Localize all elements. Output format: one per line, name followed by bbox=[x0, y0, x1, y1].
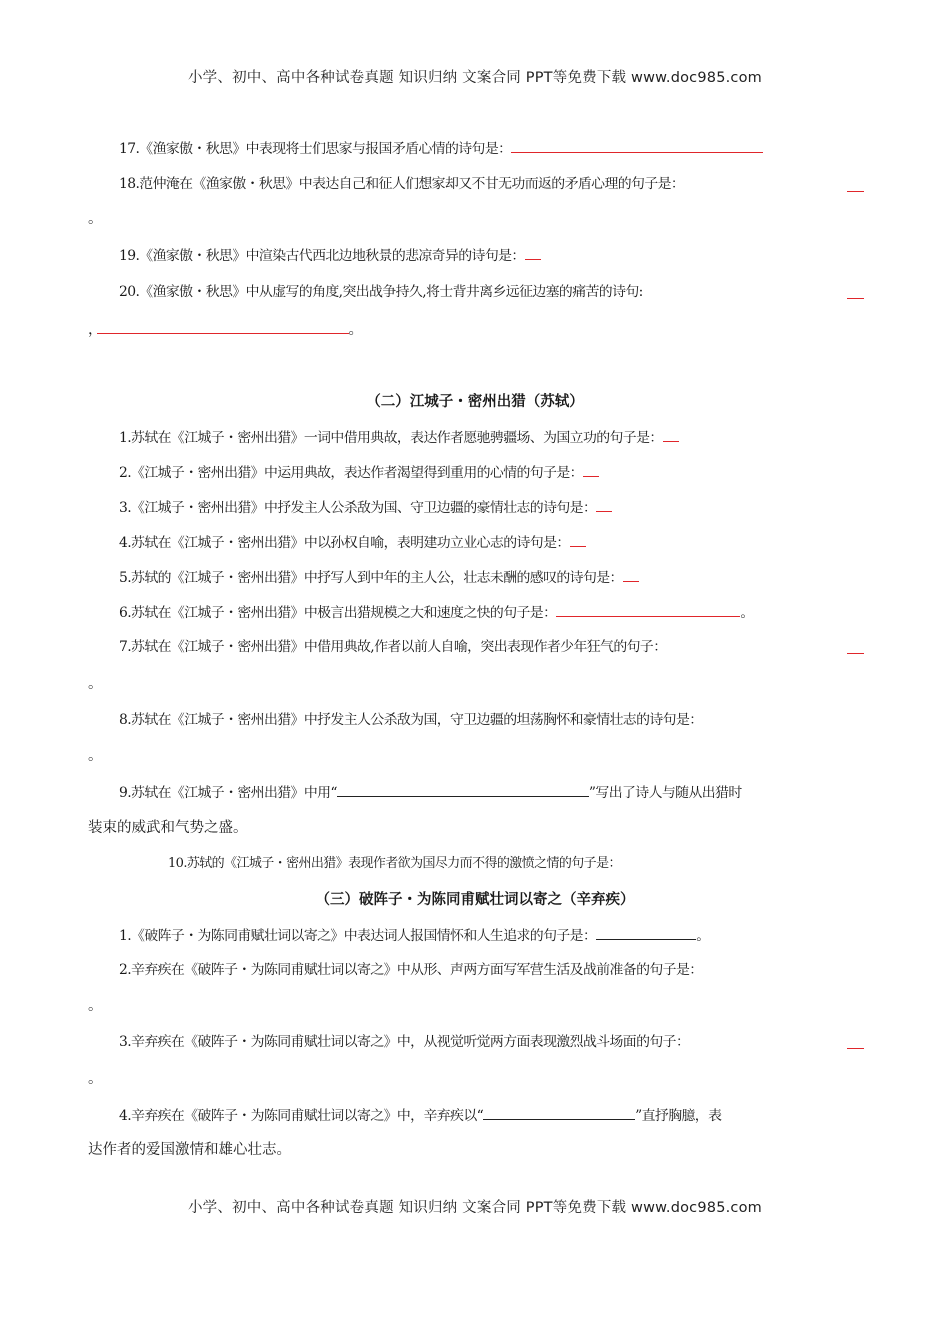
answer-blank[interactable] bbox=[847, 191, 864, 192]
question-text: 达作者的爱国激情和雄心壮志。 bbox=[88, 1142, 291, 1158]
answer-blank[interactable] bbox=[511, 138, 763, 153]
question-text: ”直抒胸臆，表 bbox=[635, 1108, 722, 1124]
question-text: 装束的威武和气势之盛。 bbox=[88, 820, 248, 836]
comma: ， bbox=[88, 322, 103, 338]
s2-question-3 bbox=[88, 497, 897, 518]
question-text: 7.苏轼在《江城子・密州出猎》中借用典故,作者以前人自喻，突出表现作者少年狂气的句子： bbox=[119, 639, 667, 655]
s3-question-1 bbox=[88, 925, 897, 946]
s3-question-3 bbox=[88, 1032, 897, 1052]
s3-question-2 bbox=[88, 960, 897, 980]
section-title: （二）江城子・密州出猎（苏轼） bbox=[366, 394, 584, 410]
answer-end bbox=[88, 996, 866, 1016]
s2-question-7 bbox=[88, 637, 897, 657]
answer-blank[interactable] bbox=[556, 602, 740, 617]
answer-end bbox=[88, 674, 866, 694]
answer-blank[interactable] bbox=[847, 298, 864, 299]
period: 。 bbox=[696, 928, 710, 944]
answer-blank[interactable] bbox=[623, 567, 639, 582]
answer-blank[interactable] bbox=[97, 319, 349, 334]
period: 。 bbox=[88, 676, 103, 692]
period: 。 bbox=[740, 605, 754, 621]
question-19 bbox=[88, 245, 897, 266]
question-text: 3.辛弃疾在《破阵子・为陈同甫赋壮词以寄之》中，从视觉听觉两方面表现激烈战斗场面的句子： bbox=[119, 1034, 690, 1050]
page-footer: 小学、初中、高中各种试卷真题 知识归纳 文案合同 PPT等免费下载 www.doc985.com bbox=[187, 1200, 763, 1216]
answer-blank[interactable] bbox=[483, 1105, 635, 1120]
s2-question-10 bbox=[168, 854, 946, 874]
s2-question-2 bbox=[88, 462, 897, 483]
answer-end bbox=[88, 1069, 866, 1089]
period: 。 bbox=[88, 1071, 103, 1087]
question-text: 4.苏轼在《江城子・密州出猎》中以孙权自喻，表明建功立业心志的诗句是： bbox=[119, 535, 570, 551]
question-text: 5.苏轼的《江城子・密州出猎》中抒写人到中年的主人公，壮志未酬的感叹的诗句是： bbox=[119, 570, 623, 586]
s2-question-5 bbox=[88, 567, 897, 588]
s2-question-1 bbox=[88, 427, 897, 448]
question-text: 8.苏轼在《江城子・密州出猎》中抒发主人公杀敌为国，守卫边疆的坦荡胸怀和豪情壮志的诗句是： bbox=[119, 712, 703, 728]
answer-blank[interactable] bbox=[583, 462, 599, 477]
page-header: 小学、初中、高中各种试卷真题 知识归纳 文案合同 PPT等免费下载 www.doc985.com bbox=[187, 70, 763, 86]
s2-question-6 bbox=[88, 602, 897, 623]
question-20 bbox=[88, 282, 897, 302]
question-text: 2.《江城子・密州出猎》中运用典故，表达作者渴望得到重用的心情的句子是： bbox=[119, 465, 583, 481]
answer-end bbox=[88, 209, 866, 229]
question-text: 19.《渔家傲・秋思》中渲染古代西北边地秋景的悲凉奇异的诗句是： bbox=[119, 248, 525, 264]
s3-question-4 bbox=[88, 1105, 897, 1126]
question-text: 9.苏轼在《江城子・密州出猎》中用“ bbox=[119, 785, 337, 801]
question-text: 3.《江城子・密州出猎》中抒发主人公杀敌为国、守卫边疆的豪情壮志的诗句是： bbox=[119, 500, 597, 516]
question-text: 18.范仲淹在《渔家傲・秋思》中表达自己和征人们想家却又不甘无功而返的矛盾心理的句子是： bbox=[119, 176, 685, 192]
s2-question-9-cont bbox=[88, 818, 866, 838]
answer-blank[interactable] bbox=[596, 925, 696, 940]
s2-question-8 bbox=[88, 710, 897, 730]
section-title: （三）破阵子・为陈同甫赋壮词以寄之（辛弃疾） bbox=[315, 892, 635, 908]
question-text: 1.《破阵子・为陈同甫赋壮词以寄之》中表达词人报国情怀和人生追求的句子是： bbox=[119, 928, 597, 944]
question-text: ”写出了诗人与随从出猎时 bbox=[588, 785, 742, 801]
question-text: 4.辛弃疾在《破阵子・为陈同甫赋壮词以寄之》中，辛弃疾以“ bbox=[119, 1108, 484, 1124]
s2-question-9 bbox=[88, 782, 897, 803]
answer-blank[interactable] bbox=[337, 782, 589, 797]
answer-blank[interactable] bbox=[570, 532, 586, 547]
question-text: 17.《渔家傲・秋思》中表现将士们思家与报国矛盾心情的诗句是： bbox=[119, 141, 512, 157]
answer-blank[interactable] bbox=[847, 1048, 864, 1049]
question-20-cont bbox=[88, 319, 866, 340]
answer-blank[interactable] bbox=[663, 427, 679, 442]
question-18 bbox=[88, 174, 897, 194]
question-text: 10.苏轼的《江城子・密州出猎》表现作者欲为国尽力而不得的激愤之情的句子是： bbox=[168, 856, 621, 871]
answer-end bbox=[88, 746, 866, 766]
period: 。 bbox=[88, 998, 103, 1014]
s2-question-4 bbox=[88, 532, 897, 553]
period: 。 bbox=[88, 748, 103, 764]
period: 。 bbox=[88, 211, 103, 227]
question-text: 1.苏轼在《江城子・密州出猎》一词中借用典故，表达作者愿驰骋疆场、为国立功的句子是： bbox=[119, 430, 663, 446]
question-text: 6.苏轼在《江城子・密州出猎》中极言出猎规模之大和速度之快的句子是： bbox=[119, 605, 557, 621]
period: 。 bbox=[348, 322, 363, 338]
answer-blank[interactable] bbox=[847, 653, 864, 654]
question-text: 2.辛弃疾在《破阵子・为陈同甫赋壮词以寄之》中从形、声两方面写军营生活及战前准备的句子是： bbox=[119, 962, 703, 978]
question-text: 20.《渔家傲・秋思》中从虚写的角度,突出战争持久,将士背井离乡远征边塞的痛苦的诗句: bbox=[119, 284, 643, 300]
s3-question-4-cont bbox=[88, 1140, 866, 1160]
answer-blank[interactable] bbox=[525, 245, 541, 260]
question-17 bbox=[88, 138, 897, 159]
answer-blank[interactable] bbox=[596, 497, 612, 512]
